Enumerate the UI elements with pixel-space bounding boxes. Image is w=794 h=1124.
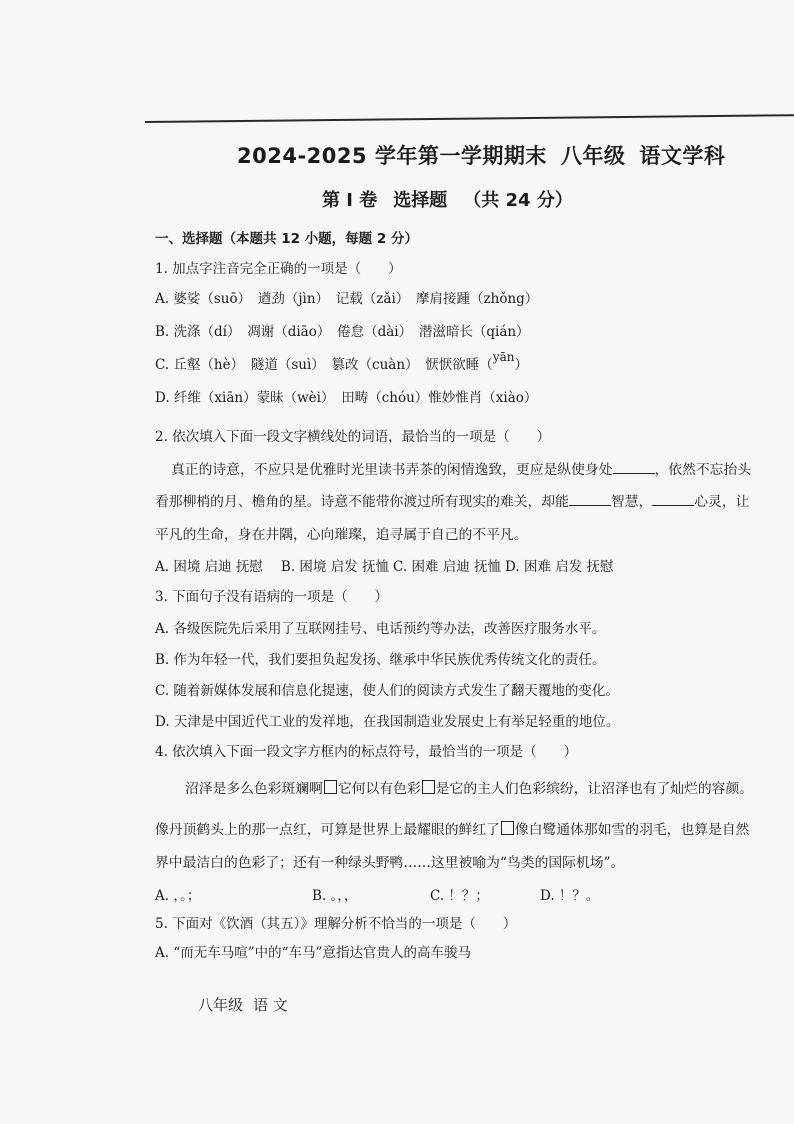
- q5-stem: 5. 下面对《饮酒（其五）》理解分析不恰当的一项是（ ）: [155, 916, 517, 932]
- q3-option-b: B. 作为年轻一代，我们要担负起发扬、继承中华民族优秀传统文化的责任。: [155, 652, 606, 668]
- q2-option-c: C. 困难 启迪 抚恤: [393, 559, 502, 575]
- q2-option-a: A. 困境 启迪 抚慰: [155, 559, 263, 575]
- q1-option-a: A. 婆娑（suō） 遒劲（jìn） 记载（zǎi） 摩肩接踵（zhǒng）: [155, 291, 539, 307]
- q2-blank-3: [652, 493, 694, 506]
- q2-option-b: B. 困境 启发 抚恤: [280, 559, 390, 575]
- q4-passage-text: 像白鹭通体那如雪的羽毛，也算是自然: [514, 822, 750, 838]
- q2-passage-text: 心灵，让: [694, 494, 750, 510]
- q2-stem: 2. 依次填入下面一段文字横线处的词语，最恰当的一项是（ ）: [155, 429, 551, 445]
- q4-passage-text: 像丹顶鹤头上的那一点红，可算是世界上最耀眼的鲜红了: [155, 822, 500, 838]
- q2-passage-text: 看那柳梢的月、檐角的星。诗意不能带你渡过所有现实的难关，却能: [155, 494, 569, 510]
- q2-passage-line1: [171, 458, 751, 478]
- q3-stem: 3. 下面句子没有语病的一项是（ ）: [155, 589, 389, 605]
- q1-option-c-text: C. 丘壑（hè） 隧道（suì） 篡改（cuàn） 恹恹欲睡（: [155, 357, 493, 373]
- footer-grade: 八年级: [198, 996, 244, 1014]
- q1-option-c-close: ）: [514, 357, 528, 373]
- q4-passage-line3: 界中最洁白的色彩了；还有一种绿头野鸭……这里被喻为“鸟类的国际机场”。: [155, 855, 625, 871]
- page-title: [237, 140, 739, 170]
- q4-option-d: D. ！？。: [540, 888, 600, 904]
- q2-passage-text: 真正的诗意，不应只是优雅时光里读书弄茶的闲情逸致，更应是纵使身处: [171, 462, 613, 478]
- subtitle-volume: 第 Ⅰ 卷: [322, 190, 378, 211]
- q2-passage-text: ，依然不忘抬头: [654, 462, 752, 478]
- subtitle-type: 选择题: [393, 190, 448, 211]
- page-subtitle: [322, 186, 589, 212]
- q1-option-c-pinyin: yān: [492, 350, 515, 364]
- q3-option-a: A. 各级医院先后采用了互联网挂号、电话预约等办法，改善医疗服务水平。: [155, 621, 606, 637]
- q2-passage-line2: [155, 490, 749, 510]
- q1-option-d: D. 纤维（xiān）蒙昧（wèi） 田畴（chóu）惟妙惟肖（xiào）: [155, 390, 538, 406]
- q4-option-c: C. ！？；: [430, 888, 489, 904]
- q2-blank-2: [569, 493, 611, 506]
- q4-passage-text: 沼泽是多么色彩斑斓啊: [185, 781, 323, 797]
- q3-option-d: D. 天津是中国近代工业的发祥地，在我国制造业发展史上有举足轻重的地位。: [155, 714, 620, 730]
- q5-option-a: A. “而无车马喧”中的“车马”意指达官贵人的高车骏马: [155, 945, 471, 961]
- q4-passage-text: 它何以有色彩: [337, 781, 421, 797]
- q1-option-b: B. 洗涤（dí） 凋谢（diāo） 倦怠（dài） 潜滋暗长（qián）: [155, 324, 530, 340]
- title-subject: 语文学科: [639, 144, 726, 168]
- q2-blank-1: [613, 461, 655, 474]
- q2-passage-text: 智慧，: [610, 494, 653, 510]
- q3-option-c: C. 随着新媒体发展和信息化提速，使人们的阅读方式发生了翻天覆地的变化。: [155, 683, 619, 699]
- q4-punct-box-1: [324, 780, 337, 794]
- q4-passage-text: 是它的主人们色彩缤纷，让沼泽也有了灿烂的容颜。: [435, 781, 754, 797]
- page-footer: [198, 994, 298, 1015]
- q4-stem: 4. 依次填入下面一段文字方框内的标点符号，最恰当的一项是（ ）: [155, 744, 578, 760]
- q4-option-b: B. 。，，: [312, 888, 358, 904]
- q4-punct-box-3: [501, 821, 514, 835]
- footer-subject: 语 文: [253, 996, 288, 1014]
- title-grade: 八年级: [560, 144, 626, 168]
- q2-options: [155, 555, 614, 575]
- section-heading: 一、选择题（本题共 12 小题，每题 2 分）: [155, 231, 418, 247]
- q4-punct-box-2: [422, 780, 435, 794]
- q2-option-d: D. 困难 启发 抚慰: [505, 559, 614, 575]
- q4-passage-line2: [155, 818, 749, 838]
- q4-passage-line1: [185, 777, 753, 797]
- title-year: 2024-2025 学年第一学期期末: [237, 144, 547, 168]
- q2-passage-line3: 平凡的生命，身在井隅，心向璀璨，追寻属于自己的不平凡。: [155, 527, 528, 543]
- q1-stem: 1. 加点字注音完全正确的一项是（ ）: [155, 261, 402, 277]
- q4-option-a: A. ，。；: [155, 888, 201, 904]
- q1-option-c: [155, 350, 528, 373]
- top-rule: [145, 114, 794, 123]
- subtitle-score: （共 24 分）: [463, 190, 573, 211]
